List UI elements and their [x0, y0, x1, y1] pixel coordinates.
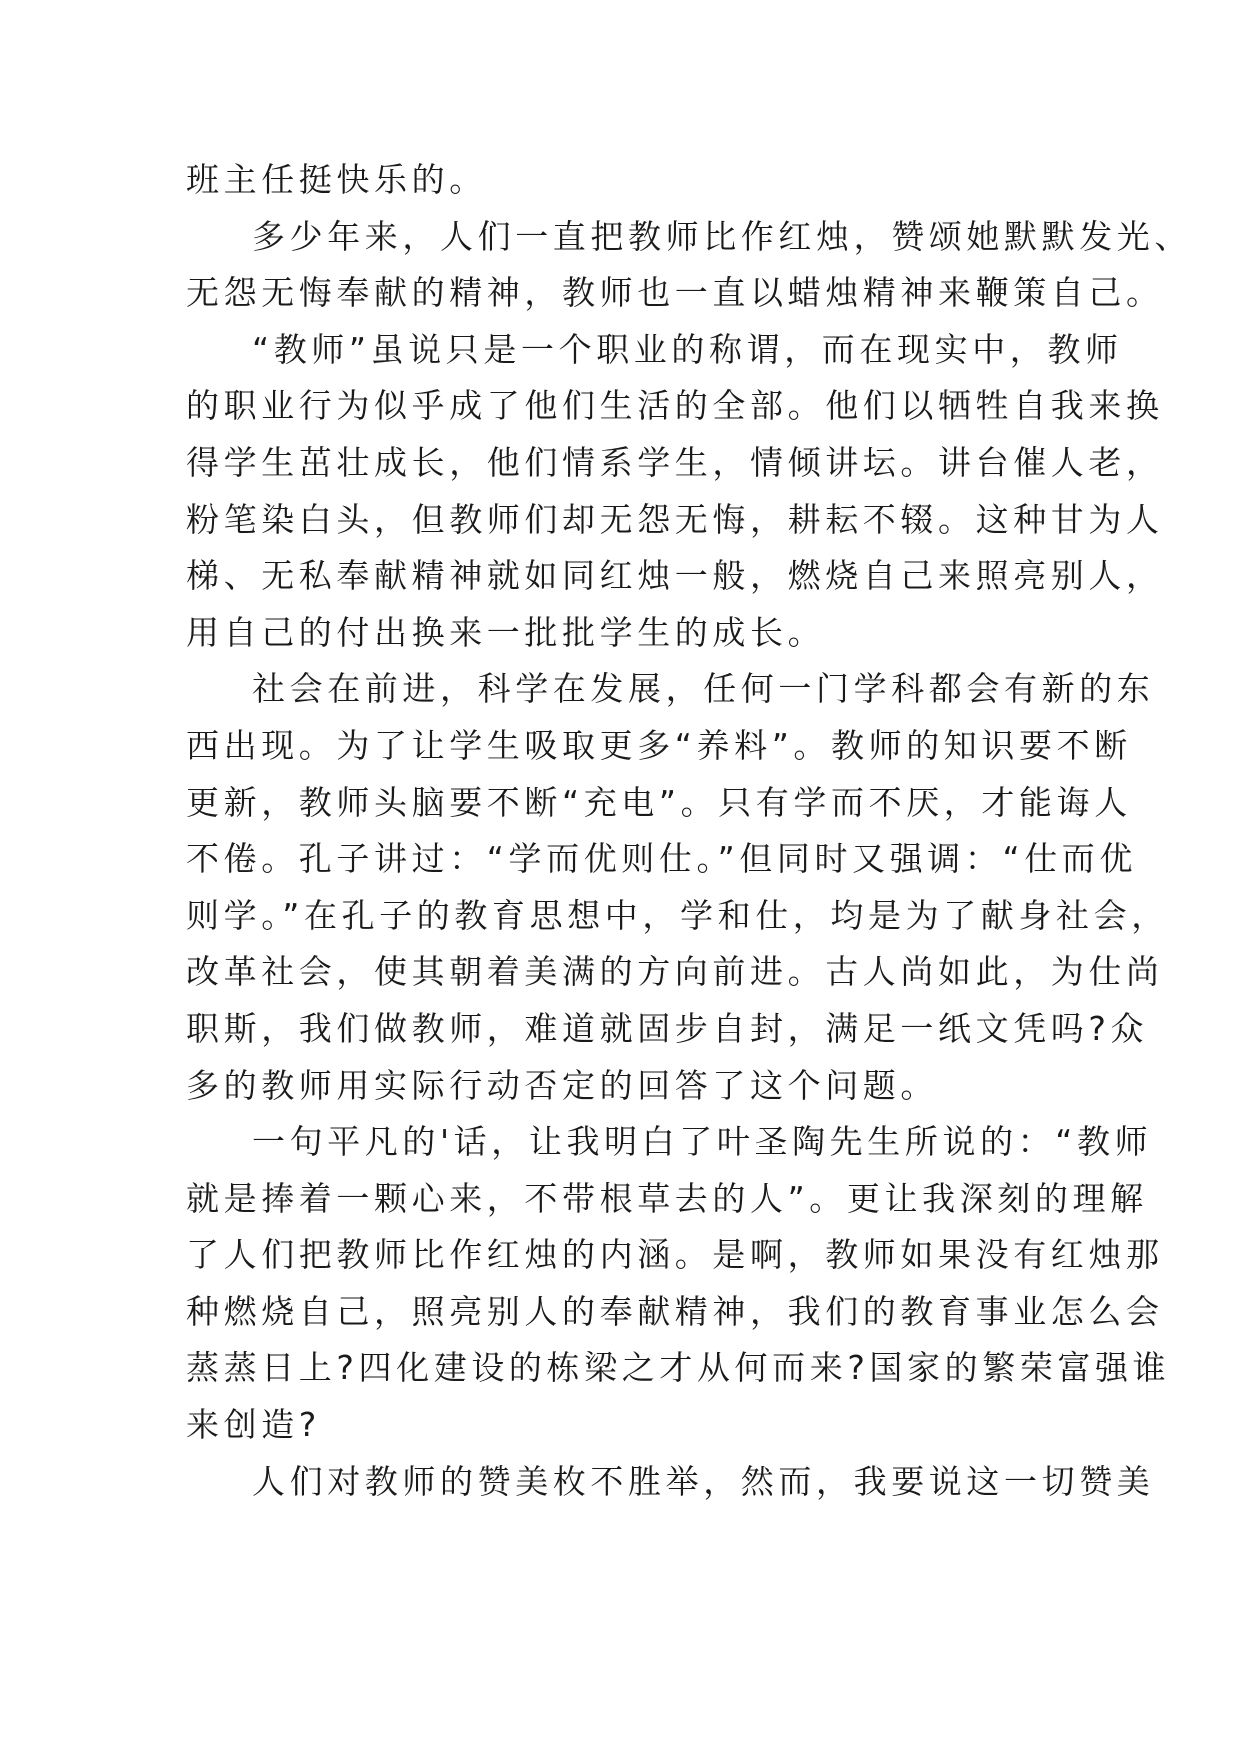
text-line: “教师”虽说只是一个职业的称谓，而在现实中，教师	[252, 329, 1123, 369]
text-line: 的职业行为似乎成了他们生活的全部。他们以牺牲自我来换	[186, 386, 1164, 426]
document-body	[186, 152, 1192, 1510]
text-line: 改革社会，使其朝着美满的方向前进。古人尚如此，为仕尚	[186, 952, 1164, 992]
text-line: 一句平凡的'话，让我明白了叶圣陶先生所说的：“教师	[252, 1122, 1153, 1162]
text-line: 种燃烧自己，照亮别人的奉献精神，我们的教育事业怎么会	[186, 1291, 1164, 1331]
text-line: 了人们把教师比作红烛的内涵。是啊，教师如果没有红烛那	[186, 1235, 1164, 1275]
text-line: 梯、无私奉献精神就如同红烛一般，燃烧自己来照亮别人，	[186, 556, 1164, 596]
text-line: 蒸蒸日上?四化建设的栋梁之才从何而来?国家的繁荣富强谁	[186, 1348, 1171, 1388]
text-line: 多少年来，人们一直把教师比作红烛，赞颂她默默发光、	[252, 216, 1192, 256]
text-line: 西出现。为了让学生吸取更多“养料”。教师的知识要不断	[186, 725, 1132, 765]
text-line: 粉笔染白头，但教师们却无怨无悔，耕耘不辍。这种甘为人	[186, 499, 1164, 539]
text-line: 得学生茁壮成长，他们情系学生，情倾讲坛。讲台催人老，	[186, 442, 1164, 482]
text-line: 用自己的付出换来一批批学生的成长。	[186, 612, 826, 652]
text-line: 不倦。孔子讲过：“学而优则仕。”但同时又强调：“仕而优	[186, 839, 1137, 879]
text-line: 来创造?	[186, 1405, 321, 1445]
text-line: 就是捧着一颗心来，不带根草去的人”。更让我深刻的理解	[186, 1178, 1148, 1218]
text-line: 则学。”在孔子的教育思想中，学和仕，均是为了献身社会，	[186, 895, 1169, 935]
text-line: 职斯，我们做教师，难道就固步自封，满足一纸文凭吗?众	[186, 1008, 1149, 1048]
text-line: 班主任挺快乐的。	[186, 160, 487, 199]
text-line: 无怨无悔奉献的精神，教师也一直以蜡烛精神来鞭策自己。	[186, 273, 1164, 313]
text-line: 多的教师用实际行动否定的回答了这个问题。	[186, 1065, 938, 1105]
text-line: 人们对教师的赞美枚不胜举，然而，我要说这一切赞美	[252, 1461, 1155, 1501]
text-line: 社会在前进，科学在发展，任何一门学科都会有新的东	[252, 669, 1155, 709]
text-line: 更新，教师头脑要不断“充电”。只有学而不厌，才能诲人	[186, 782, 1132, 822]
